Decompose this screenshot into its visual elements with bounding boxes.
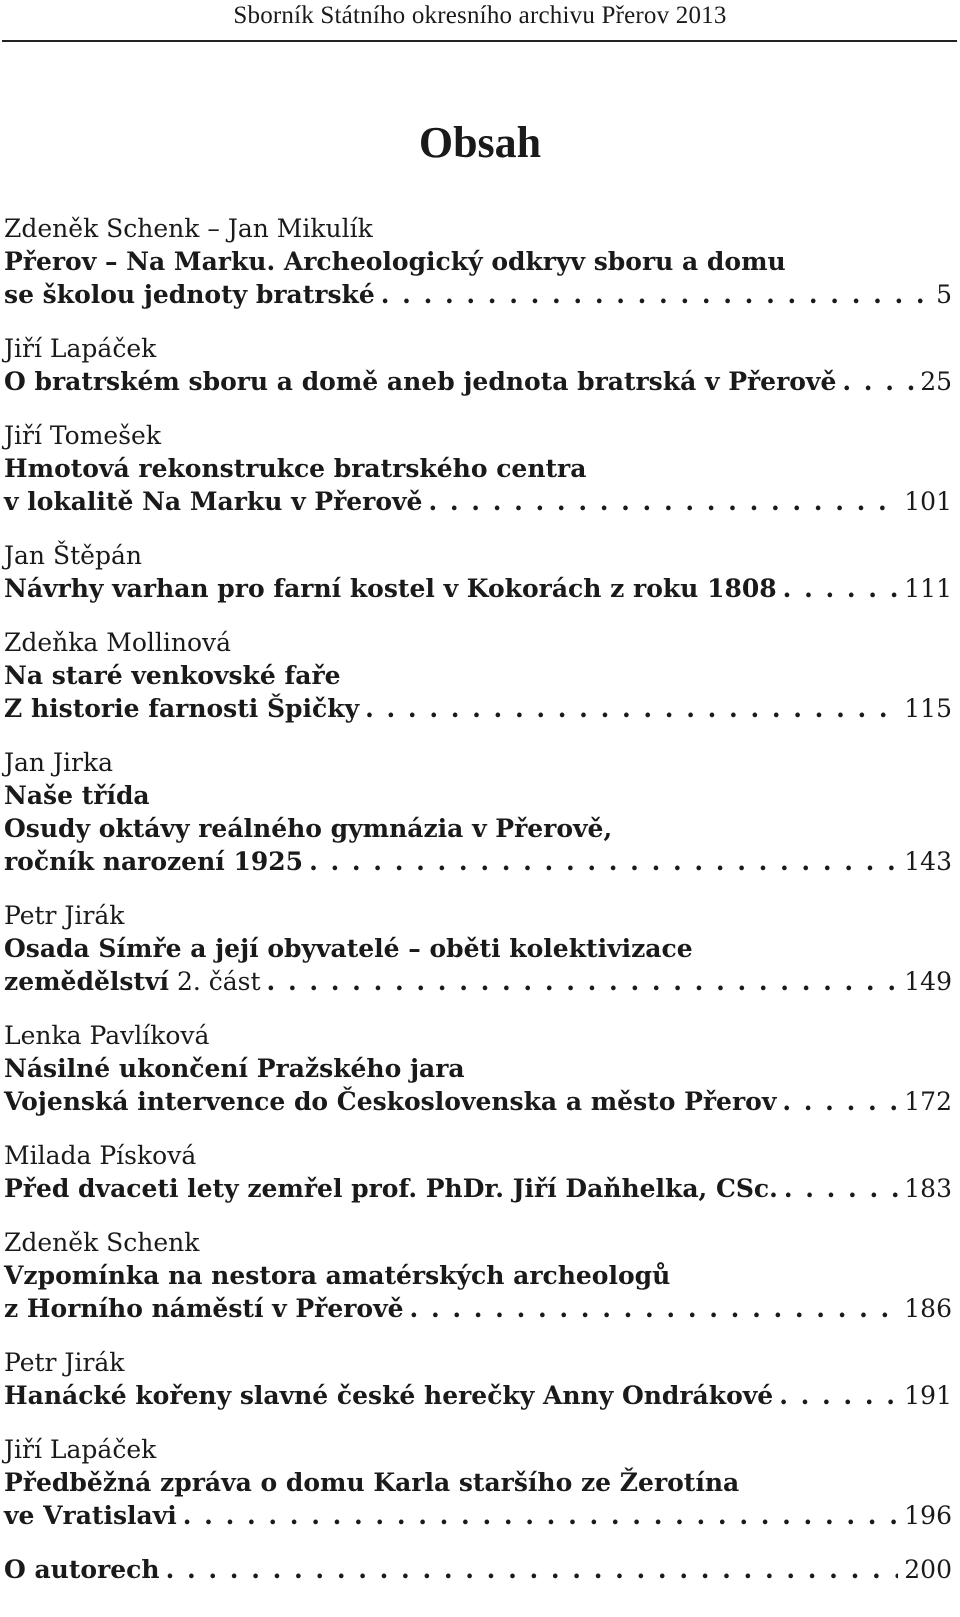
toc-entry — [4, 746, 952, 878]
toc-entry-page-number: 186 — [904, 1294, 952, 1323]
toc-entry-row — [4, 692, 952, 725]
toc-entry-page-number: 149 — [904, 967, 952, 996]
toc-entry-title: v lokalitě Na Marku v Přerově — [4, 487, 423, 516]
toc-entry-page-number: 172 — [904, 1087, 952, 1116]
toc-entry-title: se školou jednoty bratrské — [4, 280, 375, 309]
toc-entry-page-number: 183 — [904, 1174, 952, 1203]
toc-entry-title: ve Vratislavi — [4, 1501, 177, 1530]
toc-entry-title: Návrhy varhan pro farní kostel v Kokorách z roku 1808 — [4, 574, 777, 603]
toc-entry-title: O bratrském sboru a domě aneb jednota bratrská v Přerově — [4, 367, 837, 396]
toc-entry-row — [4, 965, 952, 998]
dot-leader — [381, 278, 930, 311]
toc-entry-row — [4, 1379, 952, 1412]
dot-leader — [783, 572, 899, 605]
toc-entry-author: Jiří Tomešek — [4, 421, 161, 450]
toc-entry-title-line: Předběžná zpráva o domu Karla staršího ze Žerotína — [4, 1468, 740, 1497]
toc-entry-author: Zdeněk Schenk — [4, 1228, 200, 1257]
toc-entry-author: Zdeňka Mollinová — [4, 628, 232, 657]
toc-entry-row — [4, 485, 952, 518]
toc-entry-title-line: Přerov – Na Marku. Archeologický odkryv sboru a domu — [4, 247, 786, 276]
dot-leader — [428, 485, 898, 518]
header-rule — [2, 40, 957, 42]
dot-leader — [183, 1499, 899, 1532]
toc-entry — [4, 626, 952, 725]
toc-entry-row — [4, 572, 952, 605]
toc-entry — [4, 212, 952, 311]
toc-entry-page-number: 5 — [936, 280, 952, 309]
dot-leader — [842, 365, 914, 398]
toc-entry-row — [4, 1292, 952, 1325]
toc-entry-author: Milada Písková — [4, 1141, 197, 1170]
toc-entry-title-line: Osudy oktávy reálného gymnázia v Přerově, — [4, 814, 613, 843]
toc-entry-author: Zdeněk Schenk – Jan Mikulík — [4, 214, 373, 243]
toc-entry-row — [4, 1499, 952, 1532]
toc-entry — [4, 899, 952, 998]
toc-entry-row — [4, 365, 952, 398]
page-title: Obsah — [418, 118, 542, 167]
dot-leader — [410, 1292, 899, 1325]
toc-entry — [4, 1346, 952, 1412]
dot-leader — [784, 1172, 898, 1205]
toc-entry-author: Jan Štěpán — [4, 541, 142, 570]
toc-entry-page-number: 191 — [904, 1381, 952, 1410]
toc-entry-row — [4, 1172, 952, 1205]
toc-entry-title: O autorech — [4, 1555, 160, 1584]
toc-entry-author: Jiří Lapáček — [4, 334, 157, 363]
toc-entry-page-number: 111 — [904, 574, 952, 603]
toc-entry-title: zemědělství — [4, 967, 169, 996]
toc-entry-page-number: 143 — [904, 847, 952, 876]
toc-entry-title-line: Na staré venkovské faře — [4, 661, 341, 690]
toc-entry-title: Hanácké kořeny slavné české herečky Anny Ondrákové — [4, 1381, 774, 1410]
toc-entry-title-line: Naše třída — [4, 781, 150, 810]
toc-entry-author: Jan Jirka — [4, 748, 113, 777]
dot-leader — [782, 1085, 898, 1118]
toc-entry — [4, 1139, 952, 1205]
toc-entry — [4, 419, 952, 518]
toc-entry-title-line: Osada Símře a její obyvatelé – oběti kolektivizace — [4, 934, 693, 963]
toc-entry-title-suffix: 2. část — [169, 967, 261, 996]
running-head: Sborník Státního okresního archivu Přerov 2013 — [233, 2, 727, 29]
toc-entry-title: Vojenská intervence do Československa a město Přerov — [4, 1087, 777, 1116]
dot-leader — [365, 692, 898, 725]
toc-entry-title-line: Násilné ukončení Pražského jara — [4, 1054, 465, 1083]
toc-entry-author: Lenka Pavlíková — [4, 1021, 210, 1050]
dot-leader — [267, 965, 899, 998]
toc-entry — [4, 1433, 952, 1532]
toc-entry-title: ročník narození 1925 — [4, 847, 304, 876]
dot-leader — [166, 1553, 899, 1586]
toc-entry-page-number: 115 — [904, 694, 952, 723]
toc-entry-title: z Horního náměstí v Přerově — [4, 1294, 404, 1323]
table-of-contents — [4, 212, 952, 1607]
toc-entry — [4, 1553, 952, 1586]
toc-entry-page-number: 101 — [904, 487, 952, 516]
toc-entry-row — [4, 845, 952, 878]
toc-entry-author: Petr Jirák — [4, 1348, 125, 1377]
toc-entry-title: Před dvaceti lety zemřel prof. PhDr. Jiří Daňhelka, CSc. — [4, 1174, 778, 1203]
toc-entry-author: Jiří Lapáček — [4, 1435, 157, 1464]
toc-entry-author: Petr Jirák — [4, 901, 125, 930]
toc-entry-row — [4, 278, 952, 311]
toc-entry — [4, 539, 952, 605]
toc-entry-title: Z historie farnosti Špičky — [4, 694, 360, 723]
toc-entry-page-number: 196 — [904, 1501, 952, 1530]
toc-entry-title-line: Hmotová rekonstrukce bratrského centra — [4, 454, 587, 483]
toc-entry-page-number: 200 — [904, 1555, 952, 1584]
toc-entry-page-number: 25 — [920, 367, 952, 396]
toc-entry-row — [4, 1553, 952, 1586]
toc-entry — [4, 332, 952, 398]
toc-entry — [4, 1226, 952, 1325]
dot-leader — [779, 1379, 898, 1412]
dot-leader — [309, 845, 898, 878]
toc-entry — [4, 1019, 952, 1118]
toc-entry-row — [4, 1085, 952, 1118]
toc-entry-title-line: Vzpomínka na nestora amatérských archeologů — [4, 1261, 671, 1290]
